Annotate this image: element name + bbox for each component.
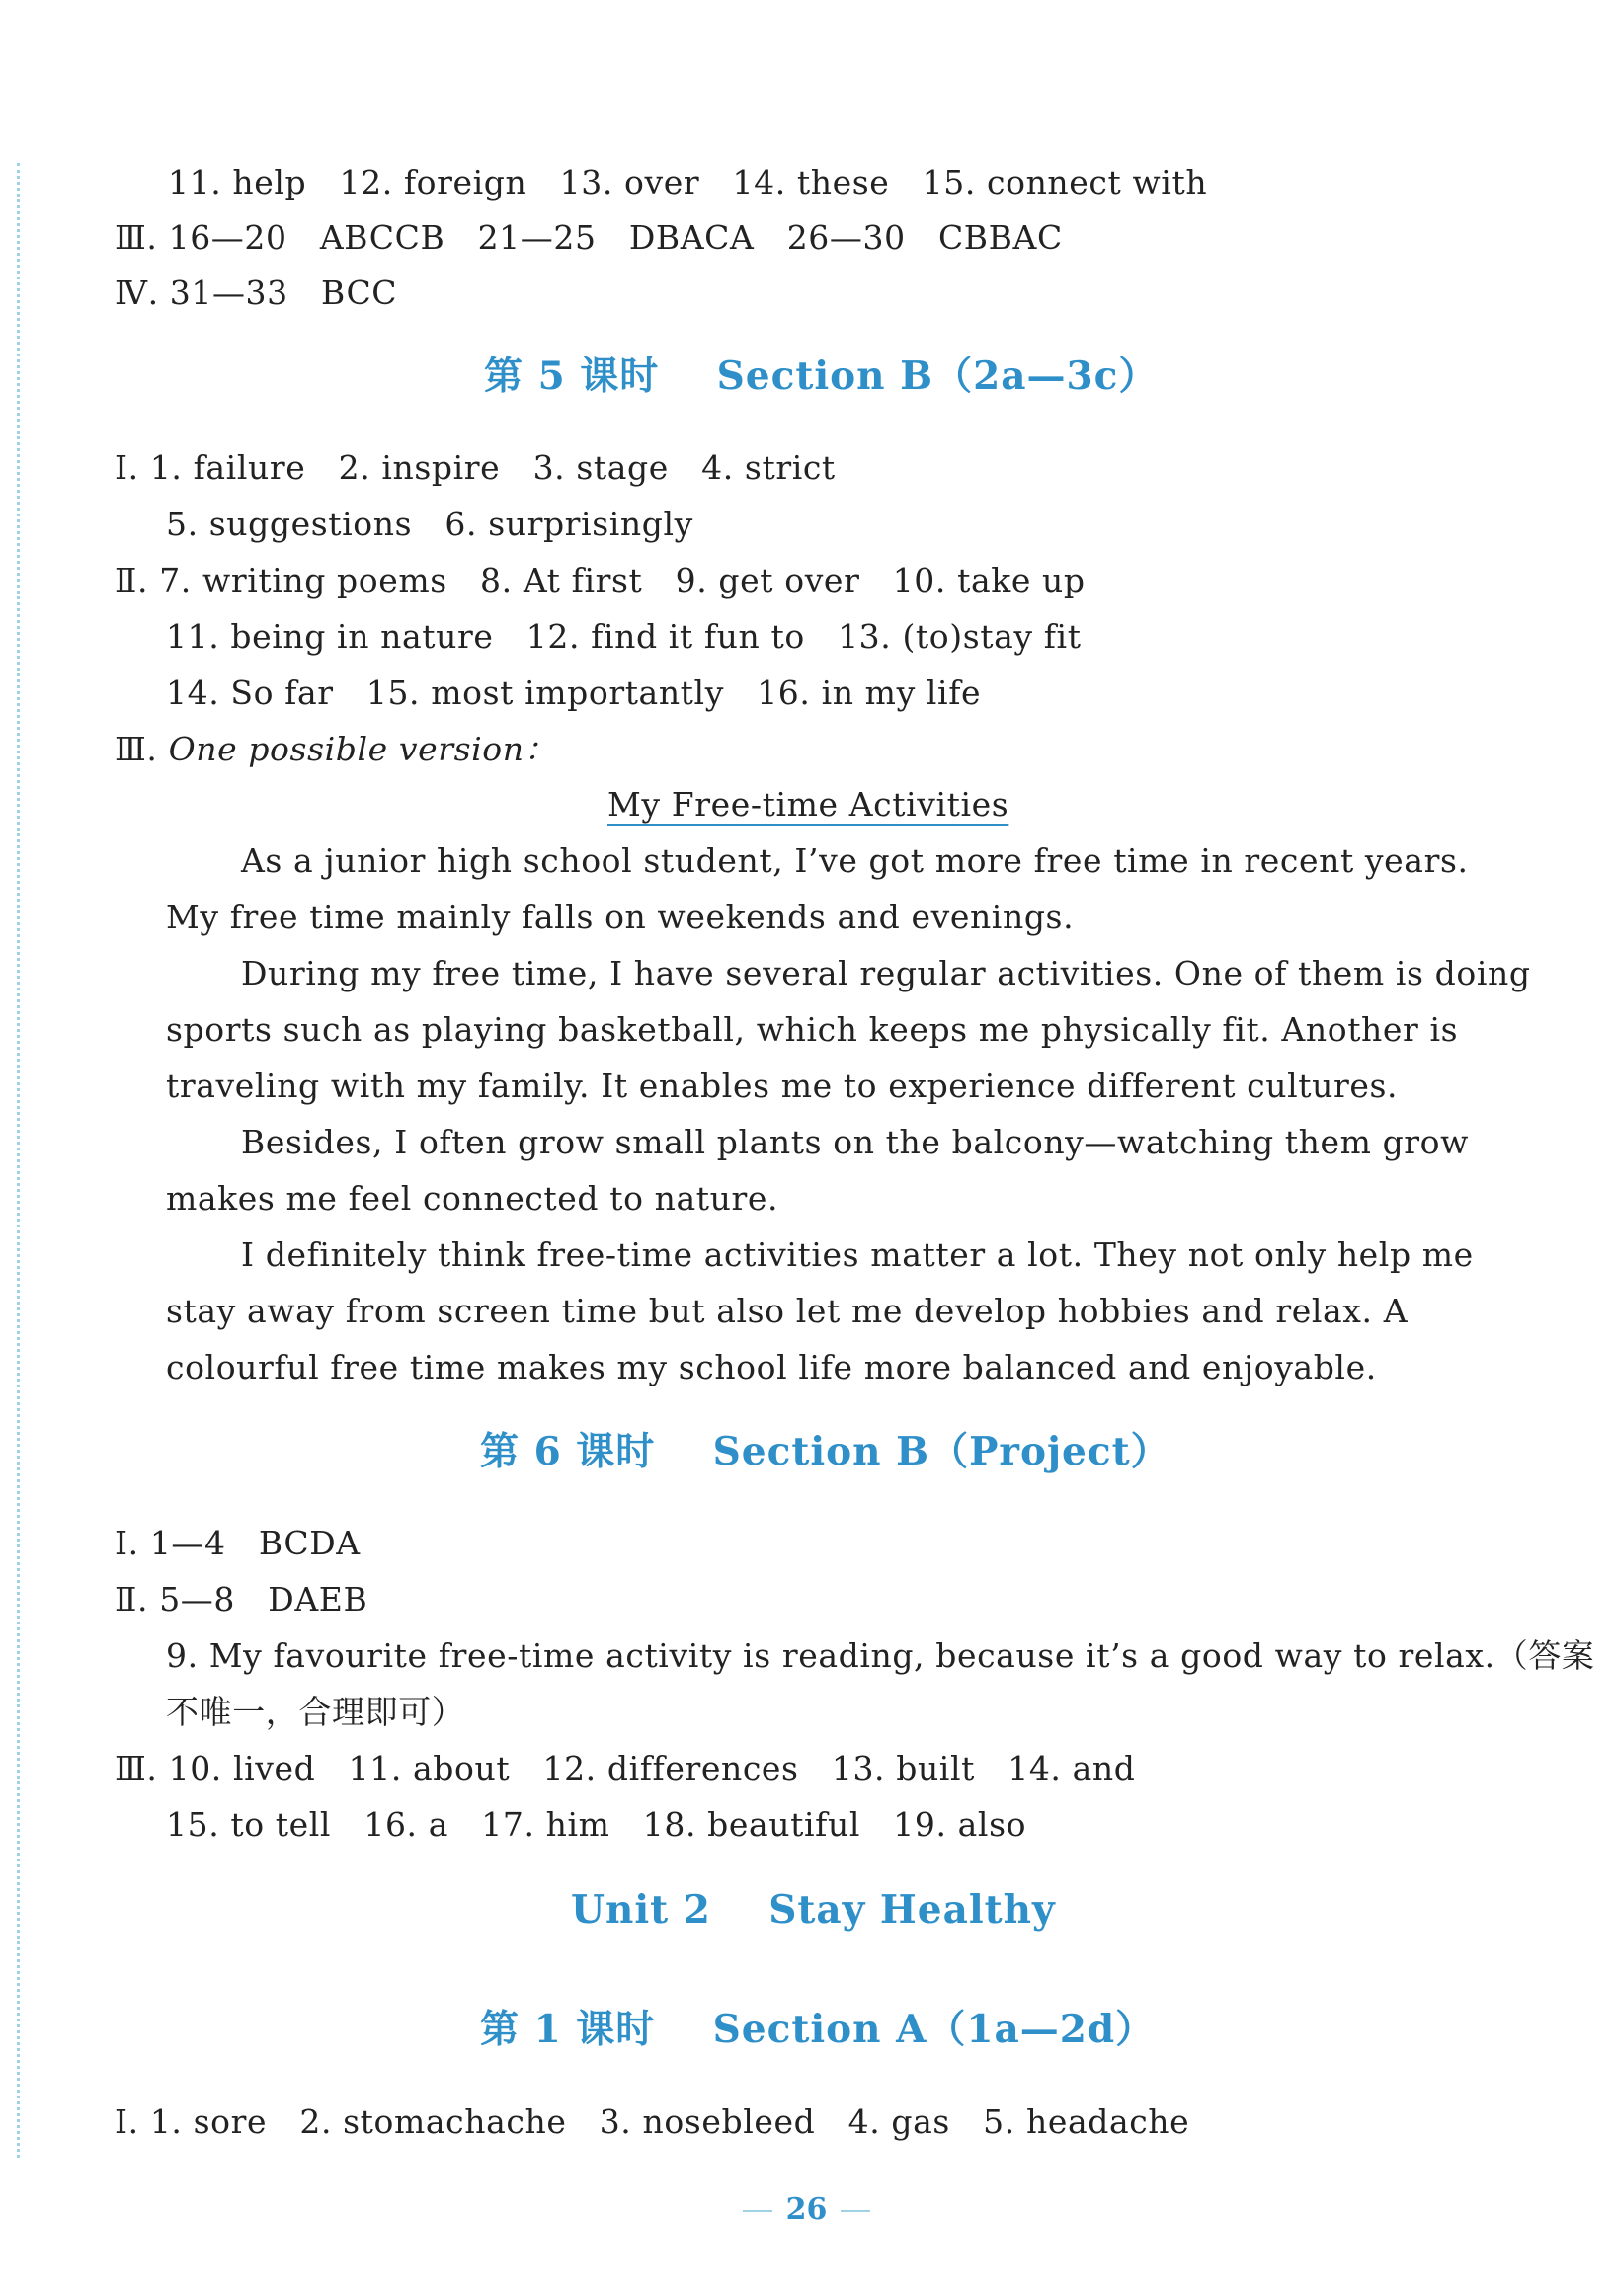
answer-line: Ⅱ. 5—8 DAEB	[115, 1580, 368, 1619]
section-heading: 第 5 课时 Section B（2a—3c）	[484, 354, 1159, 399]
answer-line: Ⅰ. 1. failure 2. inspire 3. stage 4. strict	[115, 448, 836, 487]
page-number: 26	[785, 2192, 828, 2227]
answer-line: 11. help 12. foreign 13. over 14. these 15. connect with	[168, 163, 1208, 201]
answer-line: Ⅲ. 16—20 ABCCB 21—25 DBACA 26—30 CBBAC	[115, 218, 1063, 257]
page-footer	[0, 2192, 1613, 2227]
margin-dotted-rule	[17, 163, 24, 2158]
answer-line: Ⅱ. 7. writing poems 8. At first 9. get over 10. take up	[115, 561, 1086, 599]
answer-line: 15. to tell 16. a 17. him 18. beautiful 19. also	[166, 1805, 1027, 1844]
answer-line: Ⅳ. 31—33 BCC	[115, 274, 398, 312]
section-heading: 第 1 课时 Section A（1a—2d）	[480, 2007, 1156, 2052]
section-heading: 第 6 课时 Section B（Project）	[480, 1429, 1170, 1474]
answer-line: 9. My favourite free-time activity is reading, because it’s a good way to relax.（答案	[166, 1636, 1595, 1675]
essay-line: During my free time, I have several regular activities. One of them is doing	[241, 954, 1531, 992]
answer-line: Ⅰ. 1—4 BCDA	[115, 1524, 361, 1562]
answer-line: 5. suggestions 6. surprisingly	[166, 505, 693, 543]
essay-line: My free time mainly falls on weekends and evenings.	[166, 898, 1075, 936]
answer-line: 不唯一，合理即可）	[166, 1693, 465, 1731]
unit-heading: Unit 2 Stay Healthy	[571, 1887, 1056, 1933]
answer-line: Ⅰ. 1. sore 2. stomachache 3. nosebleed 4. gas 5. headache	[115, 2102, 1190, 2141]
essay-line: stay away from screen time but also let me develop hobbies and relax. A	[166, 1292, 1409, 1330]
answer-line: Ⅲ. 10. lived 11. about 12. differences 13. built 14. and	[115, 1749, 1136, 1787]
footer-dash-left	[743, 2210, 772, 2212]
essay-line: Besides, I often grow small plants on the balcony—watching them grow	[241, 1123, 1469, 1161]
essay-title: My Free-time Activities	[607, 785, 1009, 824]
item-number: Ⅲ.	[115, 730, 169, 768]
version-label: One possible version：	[168, 730, 558, 768]
essay-line: traveling with my family. It enables me to experience different cultures.	[166, 1067, 1399, 1105]
essay-line: As a junior high school student, I’ve got more free time in recent years.	[241, 841, 1469, 880]
footer-dash-right	[841, 2210, 870, 2212]
essay-line: I definitely think free-time activities matter a lot. They not only help me	[241, 1235, 1474, 1274]
answer-line	[115, 730, 557, 769]
answer-line: 11. being in nature 12. find it fun to 13. (to)stay fit	[166, 617, 1082, 656]
answer-line: 14. So far 15. most importantly 16. in my life	[166, 673, 982, 712]
essay-line: makes me feel connected to nature.	[166, 1179, 779, 1218]
essay-line: sports such as playing basketball, which keeps me physically fit. Another is	[166, 1010, 1459, 1049]
essay-line: colourful free time makes my school life more balanced and enjoyable.	[166, 1348, 1377, 1386]
